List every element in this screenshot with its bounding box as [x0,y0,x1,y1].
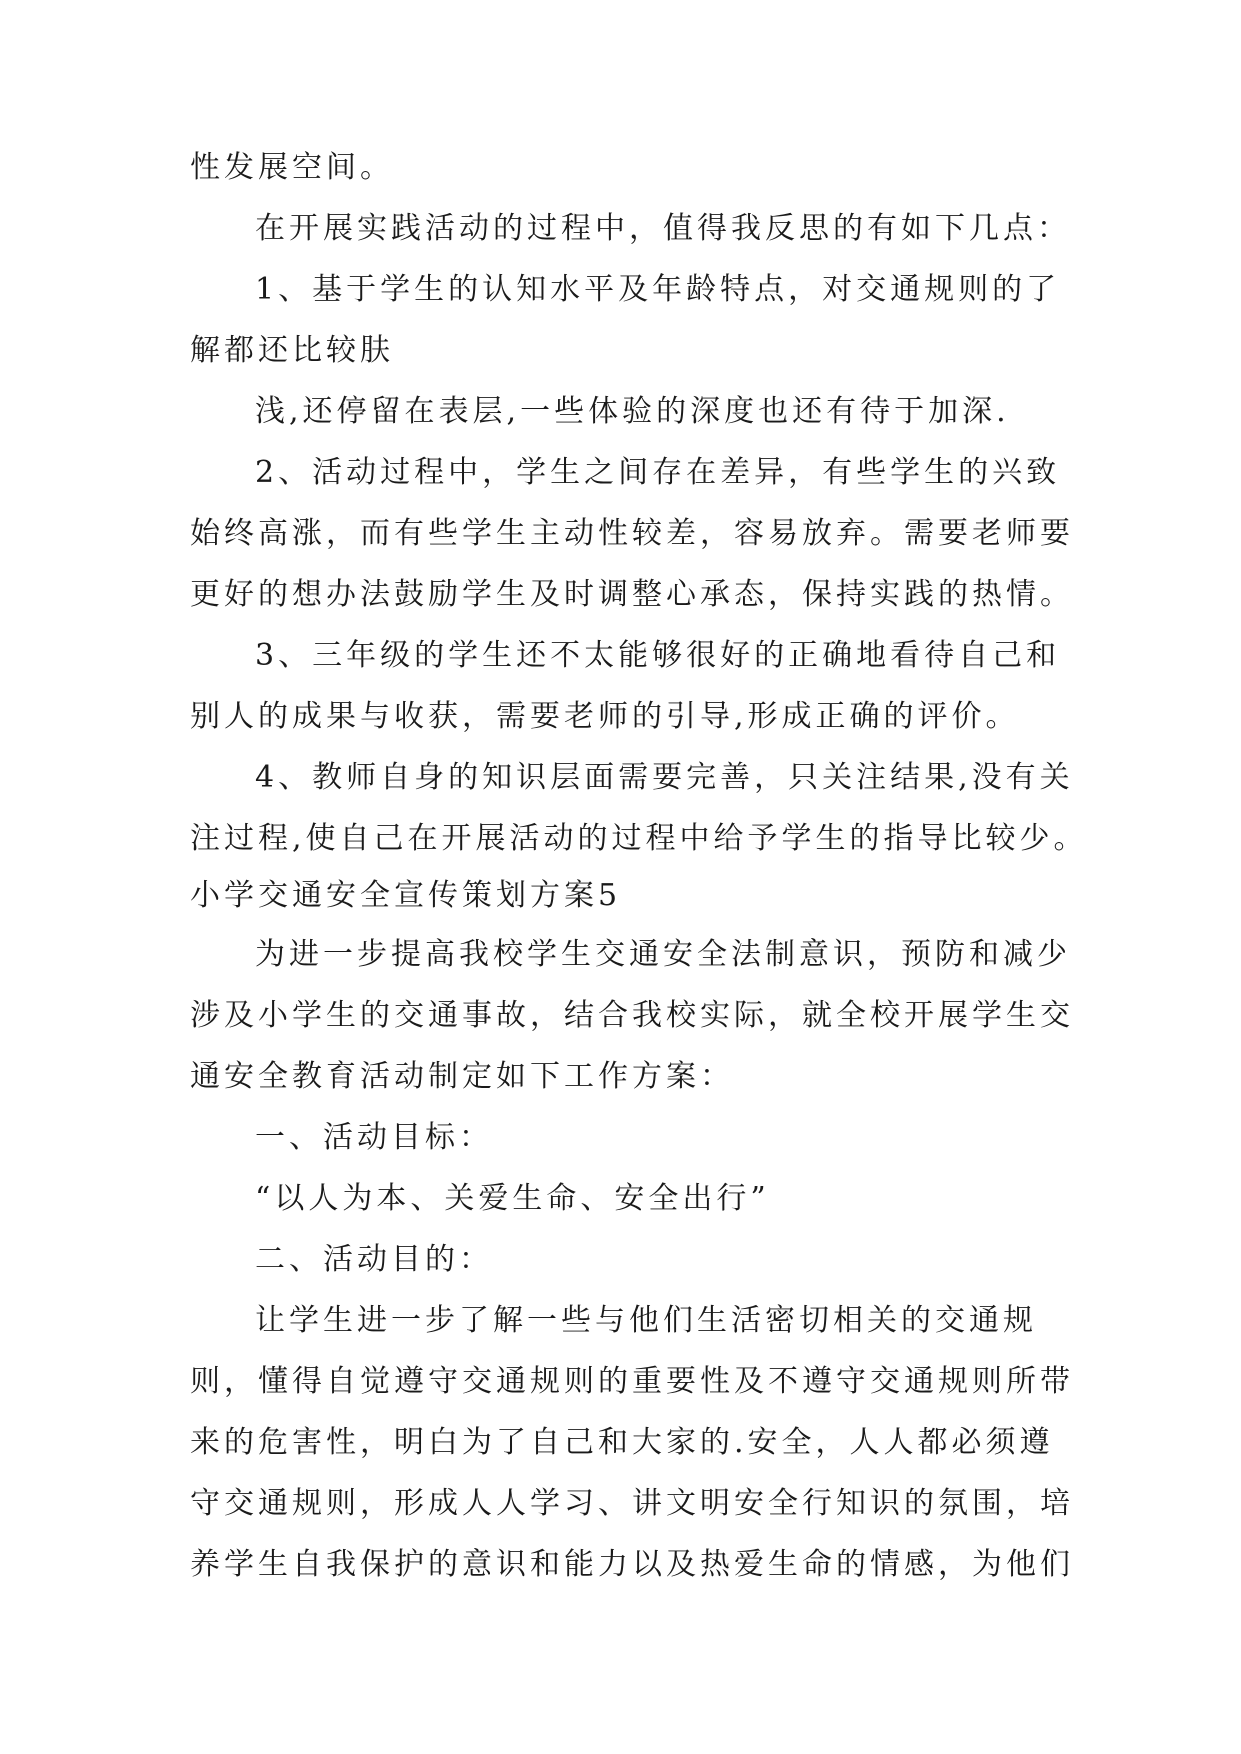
text-line: 1、基于学生的认知水平及年龄特点，对交通规则的了 [255,272,1061,307]
text-line: 4、教师自身的知识层面需要完善，只关注结果,没有关 [255,760,1074,795]
text-line: 让学生进一步了解一些与他们生活密切相关的交通规 [255,1303,1037,1338]
text-line: “以人为本、关爱生命、安全出行” [255,1181,770,1216]
text-line: 3、三年级的学生还不太能够很好的正确地看待自己和 [255,638,1061,673]
text-line: 通安全教育活动制定如下工作方案： [190,1059,734,1094]
text-line: 性发展空间。 [190,150,394,185]
text-line: 养学生自我保护的意识和能力以及热爱生命的情感，为他们 [190,1547,1074,1582]
text-line: 来的危害性，明白为了自己和大家的.安全，人人都必须遵 [190,1425,1054,1460]
text-line: 更好的想办法鼓励学生及时调整心承态，保持实践的热情。 [190,577,1074,612]
text-line: 涉及小学生的交通事故，结合我校实际，就全校开展学生交 [190,998,1074,1033]
text-line: 为进一步提高我校学生交通安全法制意识，预防和减少 [255,937,1071,972]
text-line: 浅,还停留在表层,一些体验的深度也还有待于加深. [255,394,1010,429]
text-line: 解都还比较肤 [190,333,394,368]
text-line: 在开展实践活动的过程中，值得我反思的有如下几点： [255,211,1071,246]
text-line: 始终高涨，而有些学生主动性较差，容易放弃。需要老师要 [190,516,1074,551]
text-line: 二、活动目的： [255,1242,493,1277]
text-line: 一、活动目标： [255,1120,493,1155]
text-line: 则，懂得自觉遵守交通规则的重要性及不遵守交通规则所带 [190,1364,1074,1399]
text-line: 注过程,使自己在开展活动的过程中给予学生的指导比较少。 [190,821,1088,856]
section-heading: 小学交通安全宣传策划方案5 [190,878,622,913]
text-line: 守交通规则，形成人人学习、讲文明安全行知识的氛围，培 [190,1486,1074,1521]
text-line: 2、活动过程中，学生之间存在差异，有些学生的兴致 [255,455,1061,490]
text-line: 别人的成果与收获，需要老师的引导,形成正确的评价。 [190,699,1020,734]
